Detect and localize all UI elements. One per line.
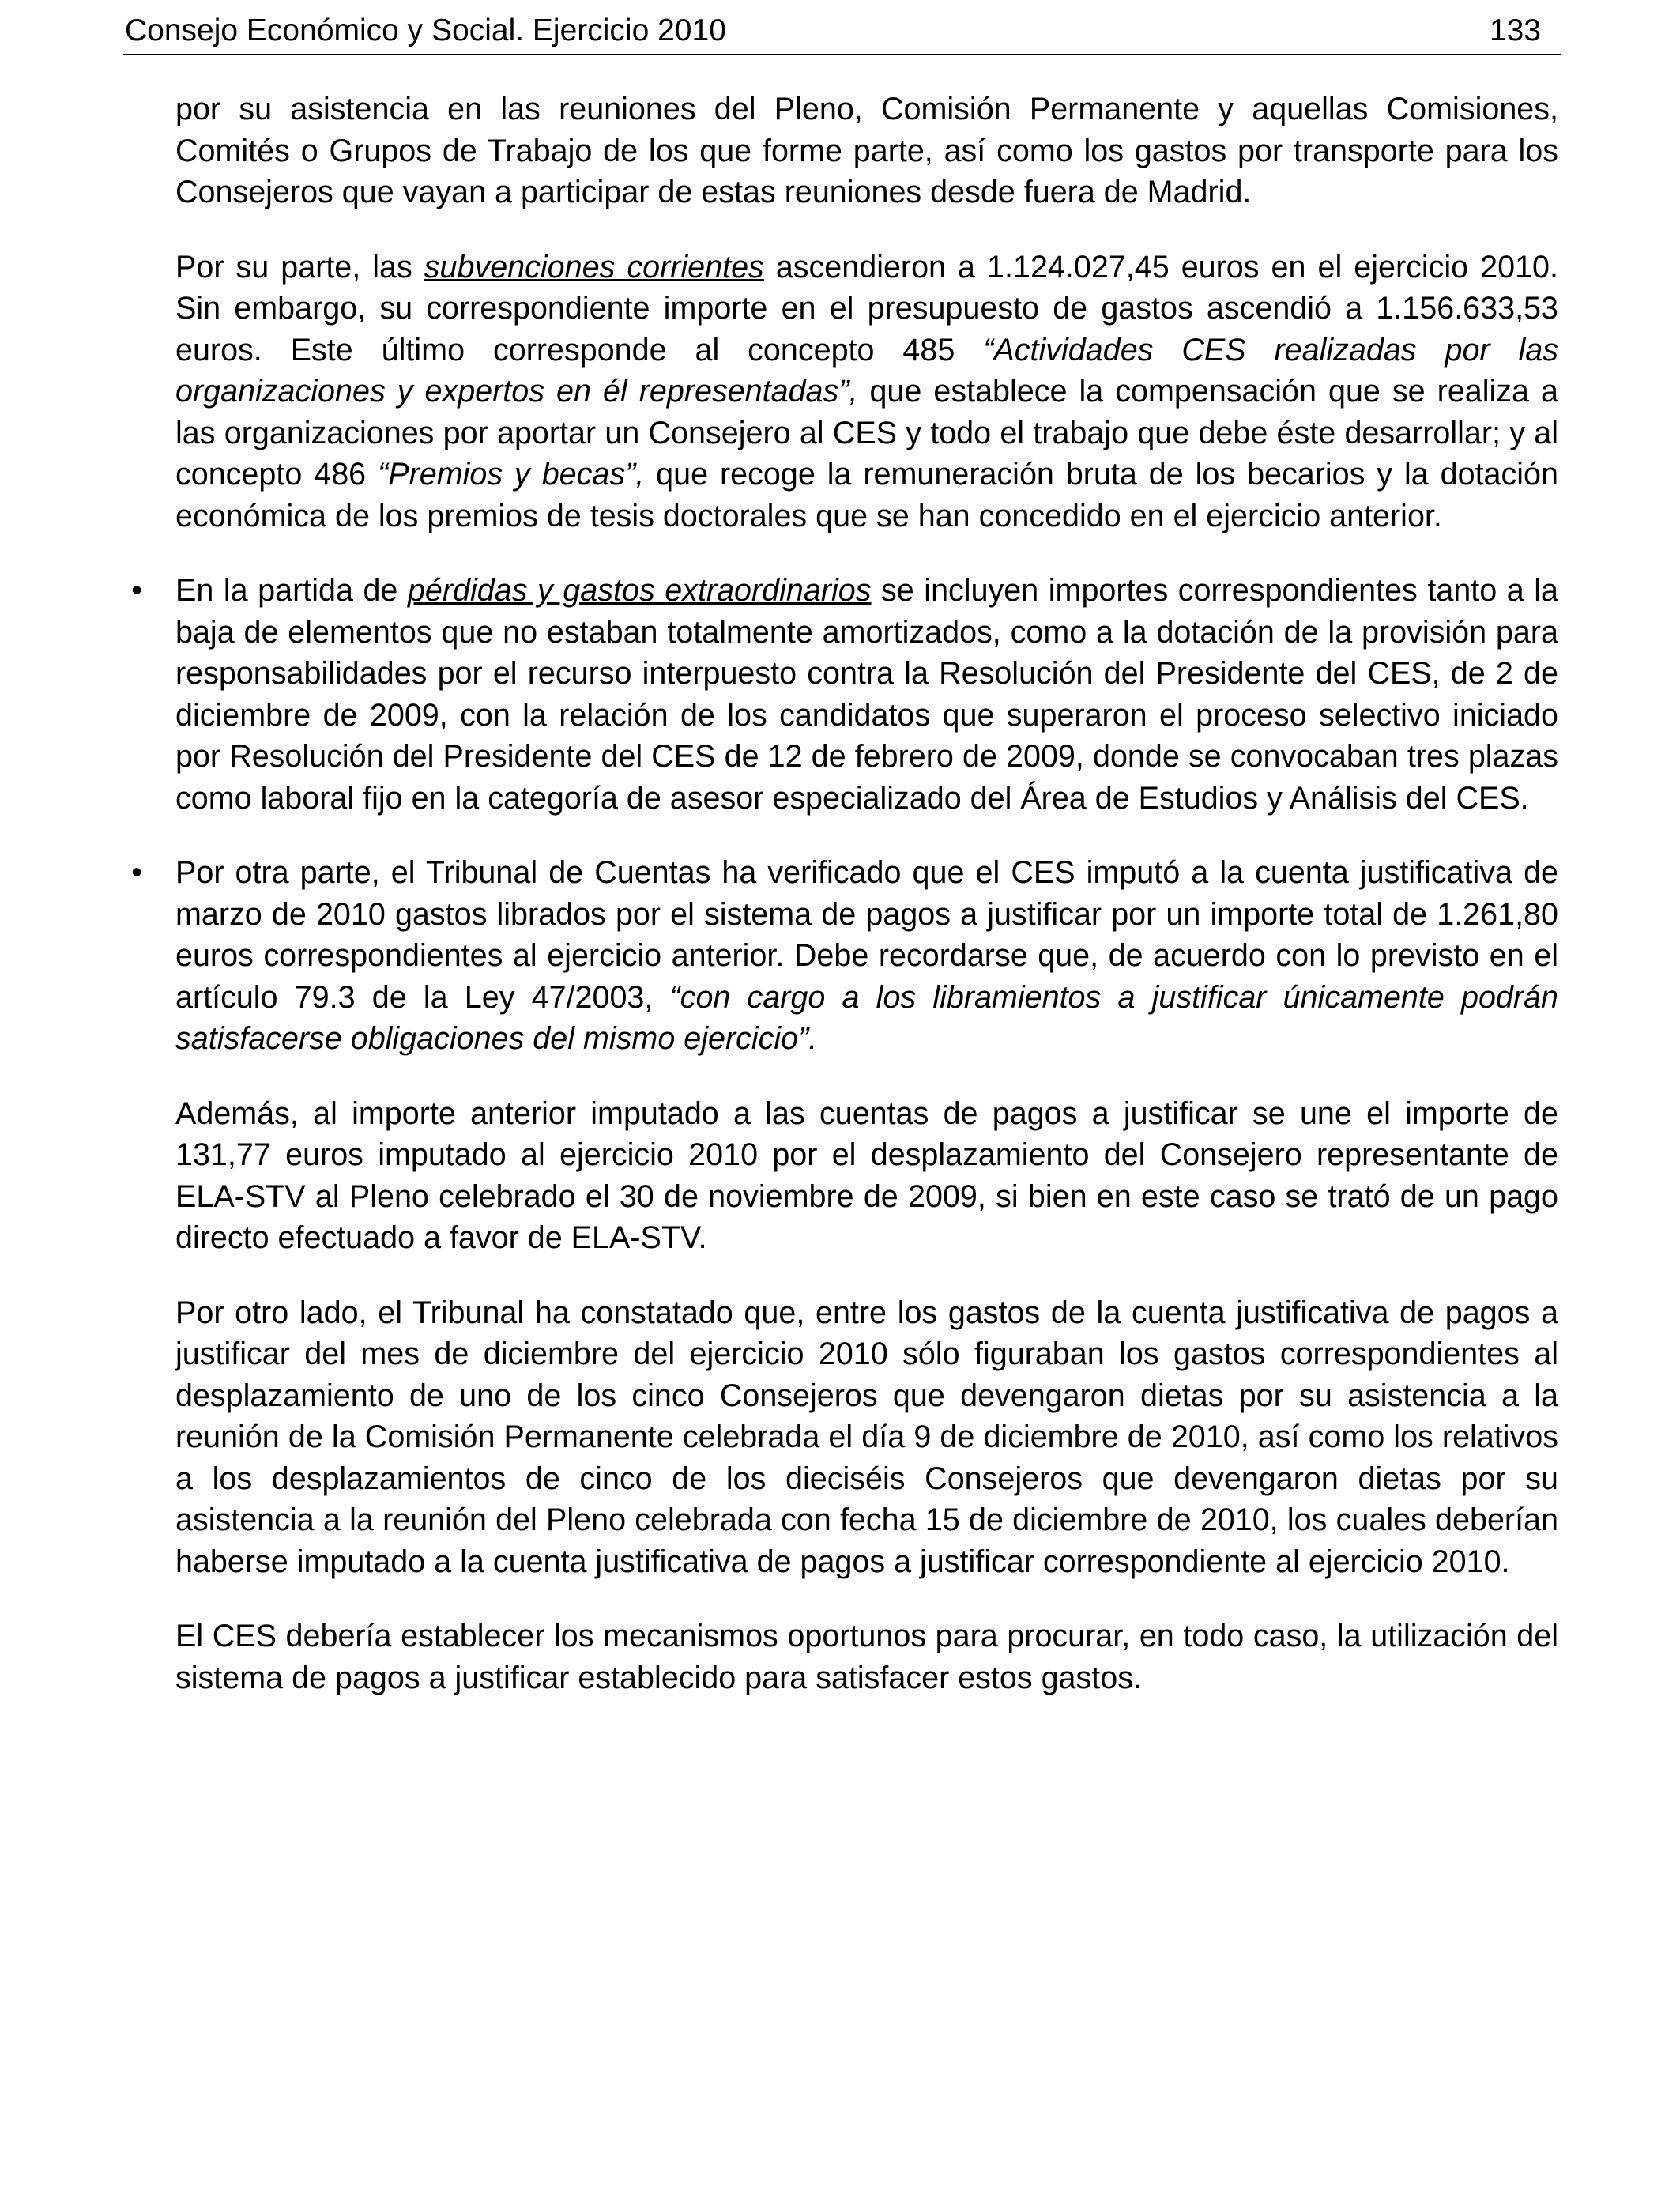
paragraph-dietas	[175, 89, 1558, 213]
document-body	[131, 89, 1559, 1732]
bullet-item-tribunal	[131, 852, 1558, 1060]
paragraph-conclusion	[175, 1615, 1558, 1698]
paragraph-text: Además, al importe anterior imputado a las cuentas de pagos a justificar se une el importe de 131,77 euros imputado al ejercicio 2010 por el desplazamiento del Consejero representante de ELA-STV al Pleno celebrado el 30 de noviembre de 2009, si bien en este caso se trató de un pago directo efectuado a favor de ELA-STV.	[175, 1095, 1558, 1255]
italic-quote: “Premios y becas”,	[378, 457, 645, 492]
paragraph-ela-stv	[175, 1093, 1558, 1259]
text-segment: ascendieron a 1.124.027,45 euros en el ejercicio 2010. Sin embargo, su correspondiente importe en el presupuesto de gastos ascendió a 1.156.633,53 euros. Este último corresponde al concepto 485	[175, 249, 1558, 368]
italic-quote: “Actividades CES realizadas por las organizaciones y expertos en él representadas”,	[175, 332, 1558, 409]
underlined-term: subvenciones corrientes	[424, 249, 764, 285]
paragraph-diciembre	[175, 1292, 1558, 1583]
page-header	[123, 8, 1561, 55]
paragraph-text: El CES debería establecer los mecanismos oportunos para procurar, en todo caso, la utilización del sistema de pagos a justificar establecido para satisfacer estos gastos.	[175, 1619, 1558, 1695]
underlined-term: pérdidas y gastos extraordinarios	[407, 573, 872, 608]
bullet-icon: •	[131, 573, 142, 608]
paragraph-text: Por otro lado, el Tribunal ha constatado que, entre los gastos de la cuenta justificativa de pagos a justificar del mes de diciembre del ejercicio 2010 sólo figuraban los gastos correspondientes al desplazamiento de uno de los cinco Consejeros que devengaron dietas por su asistencia a la reunión de la Comisión Permanente celebrada el día 9 de diciembre de 2010, así como los relativos a los desplazamientos de cinco de los dieciséis Consejeros que devengaron dietas por su asistencia a la reunión del Pleno celebrada con fecha 15 de diciembre de 2010, los cuales deberían haberse imputado a la cuenta justificativa de pagos a justificar correspondiente al ejercicio 2010.	[175, 1295, 1558, 1579]
text-segment: que recoge la remuneración bruta de los becarios y la dotación económica de los premios de tesis doctorales que se han concedido en el ejercicio anterior.	[175, 457, 1558, 533]
text-segment: que establece la compensación que se realiza a las organizaciones por aportar un Consejero al CES y todo el trabajo que debe éste desarrollar; y al concepto 486	[175, 374, 1559, 492]
page-number: 133	[1489, 13, 1541, 47]
text-segment: En la partida de	[175, 573, 408, 608]
italic-quote: “con cargo a los libramientos a justificar únicamente podrán satisfacerse obligaciones del mismo ejercicio”.	[175, 979, 1558, 1056]
text-segment: Por otra parte, el Tribunal de Cuentas ha verificado que el CES imputó a la cuenta justificativa de marzo de 2010 gastos librados por el sistema de pagos a justificar por un importe total de 1.261,80 euros correspondientes al ejercicio anterior. Debe recordarse que, de acuerdo con lo previsto en el artículo 79.3 de la Ley 47/2003,	[175, 855, 1558, 1015]
header-title: Consejo Económico y Social. Ejercicio 2010	[125, 13, 726, 47]
text-segment: se incluyen importes correspondientes tanto a la baja de elementos que no estaban totalmente amortizados, como a la dotación de la provisión para responsabilidades por el recurso interpuesto contra la Resolución del Presidente del CES, de 2 de diciembre de 2009, con la relación de los candidatos que superaron el proceso selectivo iniciado por Resolución del Presidente del CES de 12 de febrero de 2009, donde se convocaban tres plazas como laboral fijo en la categoría de asesor especializado del Área de Estudios y Análisis del CES.	[175, 573, 1558, 816]
paragraph-subvenciones	[175, 247, 1558, 537]
bullet-item-perdidas	[131, 570, 1558, 819]
paragraph-text: por su asistencia en las reuniones del Pleno, Comisión Permanente y aquellas Comisiones, Comités o Grupos de Trabajo de los que forme parte, así como los gastos por transporte para los Consejeros que vayan a participar de estas reuniones desde fuera de Madrid.	[175, 92, 1558, 209]
text-segment: Por su parte, las	[175, 249, 424, 285]
bullet-icon: •	[131, 855, 142, 890]
